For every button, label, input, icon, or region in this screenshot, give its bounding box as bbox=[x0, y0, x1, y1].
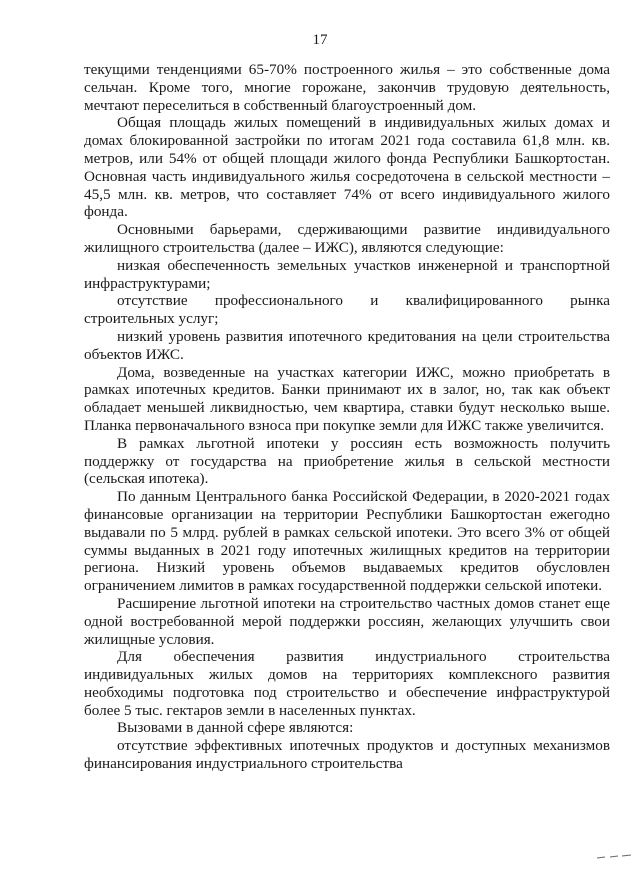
paragraph-continuation: текущими тенденциями 65-70% построенного жилья – это собственные дома сельчан. Кроме того, многие горожане, закончив трудовую деятельность, мечтают переселиться в собственный благоустроенный дом. bbox=[84, 61, 610, 114]
barrier-item-infrastructure: низкая обеспеченность земельных участков инженерной и транспортной инфраструктурами; bbox=[84, 256, 610, 292]
paragraph-central-bank-data: По данным Центрального банка Российской Федерации, в 2020-2021 годах финансовые организации на территории Республики Башкортостан ежегодно выдавали по 5 млрд. рублей в рамках сельской ипотеки. Это всего 3% от общей суммы выданных в 2021 году ипотечных жилищных кредитов на территории региона. Низкий уровень объемов выдаваемых кредитов обусловлен ограничением лимитов в рамках государственной поддержки сельской ипотеки. bbox=[84, 488, 610, 595]
barrier-item-mortgage: низкий уровень развития ипотечного кредитования на цели строительства объектов ИЖС. bbox=[84, 327, 610, 363]
scan-noise-marks bbox=[596, 852, 632, 862]
paragraph-barriers-intro: Основными барьерами, сдерживающими развитие индивидуального жилищного строительства (далее – ИЖС), являются следующие: bbox=[84, 221, 610, 256]
paragraph-industrial-construction: Для обеспечения развития индустриального строительства индивидуальных жилых домов на территориях комплексного развития необходимы подготовка под строительство и обеспечение инфраструктурой более 5 тыс. гектаров земли в населенных пунктах. bbox=[84, 648, 610, 719]
paragraph-challenges-intro: Вызовами в данной сфере являются: bbox=[117, 719, 354, 737]
barrier-item-construction-market: отсутствие профессионального и квалифицированного рынка строительных услуг; bbox=[84, 292, 610, 328]
paragraph-housing-area: Общая площадь жилых помещений в индивидуальных жилых домах и домах блокированной застройки по итогам 2021 года составила 61,8 млн. кв. метров, или 54% от общей площади жилого фонда Республики Башкортостан. Основная часть индивидуального жилья сосредоточена в сельской местности – 45,5 млн. кв. метров, что составляет 74% от всего индивидуального жилого фонда. bbox=[84, 114, 610, 221]
page-number: 17 bbox=[312, 32, 328, 48]
challenge-item-financing: отсутствие эффективных ипотечных продуктов и доступных механизмов финансирования индустриального строительства bbox=[84, 737, 610, 773]
body-text bbox=[84, 61, 610, 773]
paragraph-rural-mortgage: В рамках льготной ипотеки у россиян есть возможность получить поддержку от государства на приобретение жилья в сельской местности (сельская ипотека). bbox=[84, 434, 610, 488]
paragraph-ijs-mortgage: Дома, возведенные на участках категории ИЖС, можно приобретать в рамках ипотечных кредитов. Банки принимают их в залог, но, так как объект обладает меньшей ликвидностью, чем квартира, ставки будут несколько выше. Планка первоначального взноса при покупке земли для ИЖС также увеличится. bbox=[84, 363, 610, 434]
paragraph-mortgage-expansion: Расширение льготной ипотеки на строительство частных домов станет еще одной востребованной мерой поддержки россиян, желающих улучшить свои жилищные условия. bbox=[84, 594, 610, 648]
